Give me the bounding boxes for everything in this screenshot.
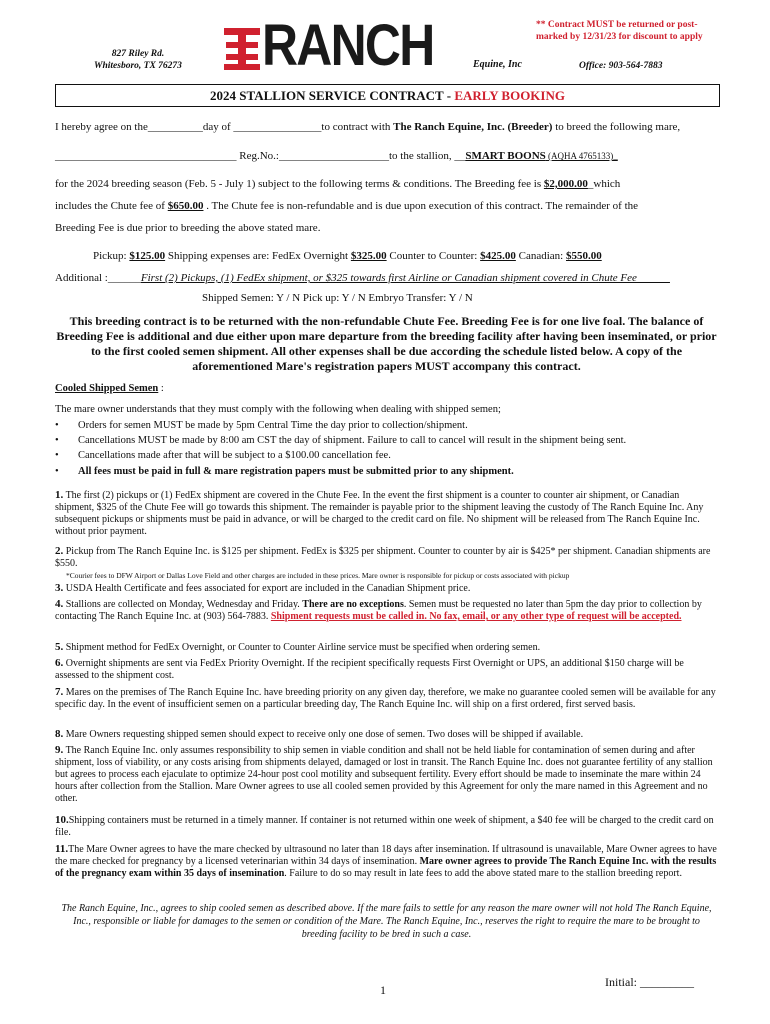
term-item-3: 3. USDA Health Certificate and fees associated for export are included in the Canadian Shipment price. [55,582,471,594]
cooled-semen-intro: The mare owner understands that they must comply with the following when dealing with shipped semen; [55,404,501,415]
canadian-fee: $550.00 [565,250,602,262]
initial-field[interactable]: Initial: _________ [605,975,694,989]
additional-terms: First (2) Pickups, (1) FedEx shipment, or $325 towards first Airline or Canadian shipment covered in Chute Fee______ [140,272,670,284]
address-line-1: 827 Riley Rd. [111,49,165,59]
breeding-fee: $2,000.00 [543,178,588,190]
agreement-line-5: Breeding Fee is due prior to breeding the above stated mare. [55,222,321,234]
fedex-fee: $325.00 [350,250,387,262]
ranch-brand-logo-icon [222,24,264,74]
contract-title [55,84,720,107]
contract-terms-summary: This breeding contract is to be returned with the non-refundable Chute Fee. Breeding Fee is for one live foal. The balance of Breeding Fee is additional and due either upon mare departure from the breeding facility after having been inseminated, or prior to the first cooled semen shipment. All other expenses shall be due according the schedule listed below. A copy of the aforementioned Mare's registration papers MUST accompany this contract. [56,314,717,373]
counter-fee: $425.00 [480,250,516,262]
stallion-registration: (AQHA 4765133)_ [545,151,618,161]
chute-fee: $650.00 [167,200,204,212]
list-item: • Cancellations MUST be made by 8:00 am CST the day of shipment. Failure to call to cancel will result in the shipment being sent. [55,435,627,446]
term-item-1: 1. The first (2) pickups or (1) FedEx shipment are covered in the Chute Fee. In the event the first shipment is a counter to counter air shipment, or Canadian shipment, $325 of the Chute Fee will go towards this shipment. The remainder is payable prior to the shipment leaving the custody of The Ranch Equine Inc. Any subsequent pickups or shipments must be paid in advance, or will be charged to the credit card on file. No shipment will be released from The Ranch Equine Inc. without prior payment. [55,489,704,537]
term-item-11: 11.The Mare Owner agrees to have the mare checked by ultrasound no later than 18 days after insemination. If ultrasound is unavailable, Mare Owner agrees to have the mare checked for pregnancy by a licensed veterinarian within 34 days of insemination. Mare owner agrees to provide The Ranch Equine Inc. with the results of the pregnancy exam within 35 days of insemination. Failure to do so may result in late fees to add the above stated mare to the stallion breeding report. [55,843,717,879]
service-options: Shipped Semen: Y / N Pick up: Y / N Embryo Transfer: Y / N [202,292,473,304]
cooled-semen-heading: Cooled Shipped Semen : [55,383,164,394]
term-item-9: 9. The Ranch Equine Inc. only assumes responsibility to ship semen in viable condition and shall not be held liable for contamination of semen during and after shipment, loss of viability, or any costs arising from shipments delayed, damaged or lost in transit. The Ranch Equine Inc. does not guarantee fertility of any stallion but agrees to process each ejaculate to optimize 24-hour post cool motility and subsequent fertility. Every effort should be made to inseminate the mare within 24 hours after collection from the Stallion. Mare Owner agrees to use all cooled semen provided by this Agreement for only the mare named in this Agreement and no other. [55,744,713,804]
pickup-fee: $125.00 [129,250,166,262]
agreement-line-4: includes the Chute fee of $650.00 . The Chute fee is non-refundable and is due upon execution of this contract. The remainder of the [55,200,639,212]
fee-schedule: Pickup: $125.00 Shipping expenses are: FedEx Overnight $325.00 Counter to Counter: $425.00 Canadian: $550.00 [93,250,602,262]
list-item: • Cancellations made after that will be subject to a $100.00 cancellation fee. [55,450,391,461]
courier-note: *Courier fees to DFW Airport or Dallas Love Field and other charges are included in these prices. Mare owner is responsible for pickup or costs associated with pickup [66,571,570,580]
breeder-name: The Ranch Equine, Inc. (Breeder) [393,121,553,133]
additional-line: Additional :______First (2) Pickups, (1) FedEx shipment, or $325 towards first Airline or Canadian shipment covered in Chute Fee______ [55,272,670,284]
term-item-8: 8. Mare Owners requesting shipped semen should expect to receive only one dose of semen. Two doses will be shipped if available. [55,728,584,740]
term-item-5: 5. Shipment method for FedEx Overnight, or Counter to Counter Airline service must be specified when ordering semen. [55,641,541,653]
shipment-request-warning: Shipment requests must be called in. No fax, email, or any other type of request will be accepted. [270,611,682,622]
term-item-2: 2. Pickup from The Ranch Equine Inc. is $125 per shipment. FedEx is $325 per shipment. Counter to counter by air is $425* per shipment. Canadian shipments are $550. [55,545,711,569]
logo-subtitle: Equine, Inc [473,59,522,70]
liability-disclaimer: The Ranch Equine, Inc., agrees to ship cooled semen as described above. If the mare fails to settle for any reason the mare owner will not hold The Ranch Equine, Inc., responsible or liable for damages to the semen or condition of the Mare. The Ranch Equine, Inc., reserves the right to require the mare to be brought to breeding facility to be bred in such a case. [61,903,712,940]
list-item: • All fees must be paid in full & mare registration papers must be submitted prior to any shipment. [55,466,514,477]
term-item-6: 6. Overnight shipments are sent via FedEx Priority Overnight. If the recipient specifically requests First Overnight or UPS, an additional $150 charge will be assessed to the shipment cost. [55,657,684,681]
address-block [83,48,193,72]
logo-wordmark: RANCH [262,13,434,78]
list-item: • Orders for semen MUST be made by 5pm Central Time the day prior to collection/shipment. [55,420,468,431]
office-phone: Office: 903-564-7883 [579,61,663,71]
stallion-name: SMART BOONS [465,150,546,162]
address-line-2: Whitesboro, TX 76273 [94,61,182,71]
agreement-line-1: I hereby agree on the__________day of ________________to contract with The Ranch Equine, Inc. (Breeder) to breed the following mare, [55,121,681,133]
term-item-7: 7. Mares on the premises of The Ranch Equine Inc. have breeding priority on any given day, therefore, we make no guarantee cooled semen will be available for any specific day. In the event of insufficient semen on a particular breeding day, The Ranch Equine Inc. will ship on a first ordered, first served basis. [55,686,716,710]
contract-title-highlight: EARLY BOOKING [454,88,565,103]
term-item-4: 4. Stallions are collected on Monday, Wednesday and Friday. There are no exceptions. Semen must be requested no later than 5pm the day prior to collection by contacting The Ranch Equine Inc. at (903) 564-7883. Shipment requests must be called in. No fax, email, or any other type of request will be accepted. [55,598,702,622]
contract-title-main: 2024 STALLION SERVICE CONTRACT - [210,88,455,103]
page-number: 1 [380,983,386,997]
term-item-10: 10.Shipping containers must be returned in a timely manner. If container is not returned within one week of shipment, a $40 fee will be charged to the credit card on file. [55,814,714,838]
agreement-line-2: _________________________________ Reg.No.:____________________to the stallion, __SMART BOONS (AQHA 4765133)_ [55,150,618,162]
deadline-notice: ** Contract MUST be returned or post-marked by 12/31/23 for discount to apply [536,20,703,42]
agreement-line-3: for the 2024 breeding season (Feb. 5 - July 1) subject to the following terms & conditions. The Breeding fee is $2,000.00_which [55,178,621,190]
